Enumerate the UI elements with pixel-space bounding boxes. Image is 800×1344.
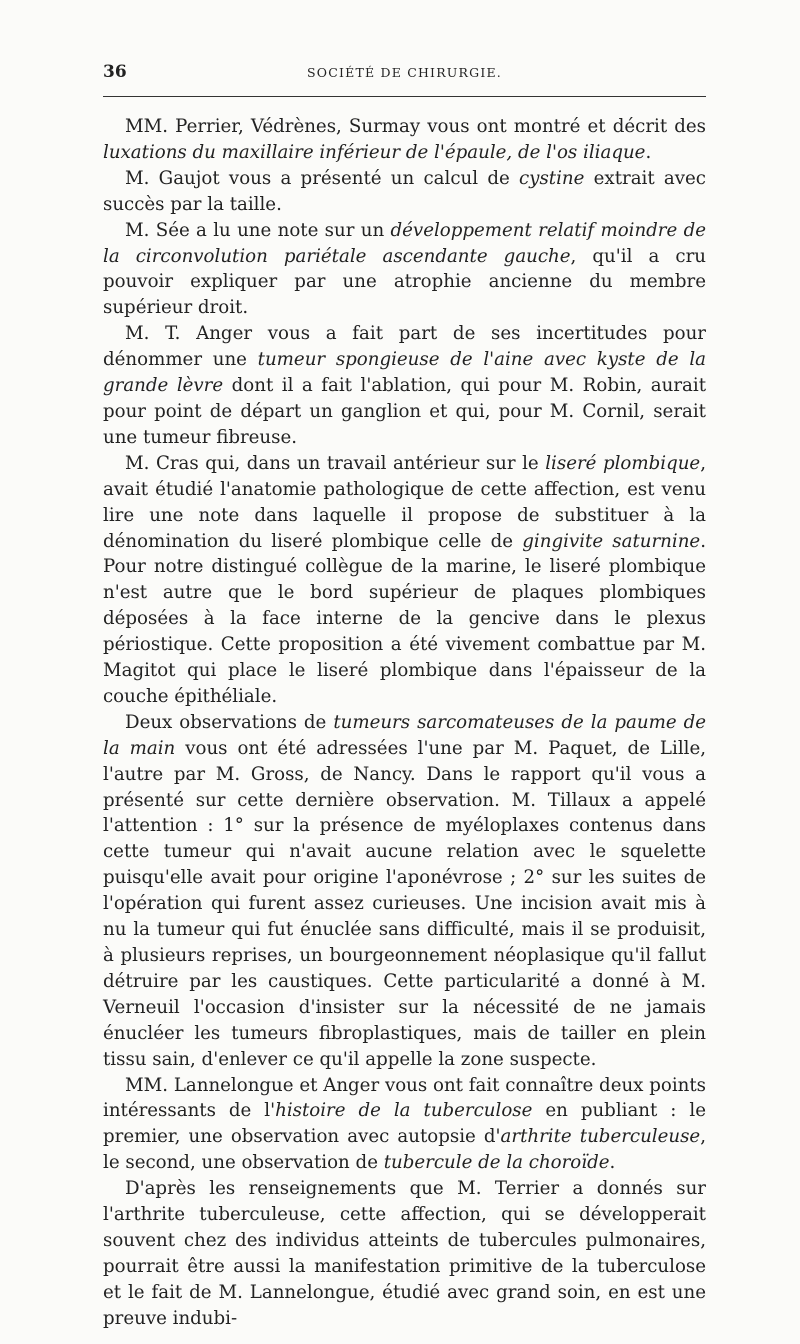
italic-text: cystine bbox=[519, 167, 585, 189]
text-run: M. Cras qui, dans un travail antérieur sur le bbox=[125, 452, 546, 474]
italic-text: histoire de la tuberculose bbox=[275, 1100, 533, 1122]
text-run: . Pour notre distingué collègue de la marine, le liseré plombique n'est autre que le bord supérieur de plaques plombiques déposées à la face interne de la gencive dans le plexus périostique. Cette proposition a été vivement combattue par M. Magitot qui place le liseré plombique dans l'épaisseur de la couche épithéliale. bbox=[103, 530, 706, 707]
text-run: M. Sée a lu une note sur un bbox=[125, 219, 391, 241]
text-run: en publiant : le premier, une observation avec autopsie d' bbox=[103, 1100, 706, 1148]
text-run: MM. Lannelongue et Anger vous ont fait connaître deux points intéressants de l' bbox=[103, 1074, 706, 1122]
paragraph bbox=[103, 218, 706, 322]
paragraph bbox=[103, 321, 706, 451]
text-run: . bbox=[609, 1152, 616, 1174]
italic-text: tumeurs sarcomateuses de la paume de la main bbox=[103, 711, 706, 759]
text-run: , qu'il a cru pouvoir expliquer par une atrophie ancienne du membre supérieur droit. bbox=[103, 245, 706, 319]
text-run: , le second, une observation de bbox=[103, 1126, 706, 1174]
text-run: Deux observations de bbox=[125, 711, 334, 733]
italic-text: tubercule de la choroïde bbox=[383, 1152, 610, 1174]
text-run: M. T. Anger vous a fait part de ses incertitudes pour dénommer une bbox=[103, 323, 706, 371]
italic-text: tumeur spongieuse de l'aine avec kyste de la grande lèvre bbox=[103, 349, 706, 397]
text-run: extrait avec succès par la taille. bbox=[103, 167, 706, 215]
italic-text: développement relatif moindre de la circonvolution pariétale ascendante gauche bbox=[103, 219, 707, 267]
paragraph bbox=[103, 710, 706, 1073]
page-header bbox=[103, 62, 706, 86]
paragraph bbox=[103, 1176, 706, 1331]
text-run: dont il a fait l'ablation, qui pour M. Robin, aurait pour point de départ un ganglion et qui, pour M. Cornil, serait une tumeur fibreuse. bbox=[103, 375, 707, 448]
page-number: 36 bbox=[103, 62, 127, 82]
paragraph bbox=[103, 166, 706, 218]
paragraph bbox=[103, 451, 706, 710]
italic-text: liseré plombique bbox=[545, 452, 701, 474]
italic-text: gingivite saturnine bbox=[522, 530, 701, 552]
text-run: . bbox=[645, 141, 652, 163]
body-text bbox=[103, 114, 706, 1332]
paragraph bbox=[103, 114, 706, 166]
header-rule bbox=[103, 96, 706, 97]
italic-text: arthrite tuberculeuse bbox=[500, 1126, 701, 1148]
text-run: MM. Perrier, Védrènes, Surmay vous ont montré et décrit des bbox=[125, 116, 706, 137]
italic-text: luxations du maxillaire inférieur de l'épaule, de l'os iliaque bbox=[103, 141, 646, 163]
text-run: , avait étudié l'anatomie pathologique de cette affection, est venu lire une note dans laquelle il propose de substituer à la dénomination du liseré plombique celle de bbox=[103, 452, 706, 552]
text-run: D'après les renseignements que M. Terrier a donnés sur l'arthrite tuberculeuse, cette affection, qui se développerait souvent chez des individus atteints de tubercules pulmonaires, pourrait être aussi la manifestation primitive de la tuberculose et le fait de M. Lannelongue, étudié avec grand soin, en est une preuve indubi- bbox=[103, 1178, 706, 1329]
text-run: M. Gaujot vous a présenté un calcul de bbox=[125, 167, 519, 189]
text-run: vous ont été adressées l'une par M. Paquet, de Lille, l'autre par M. Gross, de Nancy. Dans le rapport qu'il vous a présenté sur cette dernière observation. M. Tillaux a appelé l'attention : 1° sur la présence de myéloplaxes contenus dans cette tumeur qui n'avait aucune relation avec le squelette puisqu'elle avait pour origine l'aponévrose ; 2° sur les suites de l'opération qui furent assez curieuses. Une incision avait mis à nu la tumeur qui fut énuclée sans difficulté, mais il se produisit, à plusieurs reprises, un bourgeonnement néoplasique qu'il fallut détruire par les caustiques. Cette particularité a donné à M. Verneuil l'occasion d'insister sur la nécessité de ne jamais énucléer les tumeurs fibroplastiques, mais de tailler en plein tissu sain, d'enlever ce qu'il appelle la zone suspecte. bbox=[103, 737, 707, 1070]
paragraph bbox=[103, 1073, 706, 1177]
running-title: SOCIÉTÉ DE CHIRURGIE. bbox=[307, 65, 502, 80]
